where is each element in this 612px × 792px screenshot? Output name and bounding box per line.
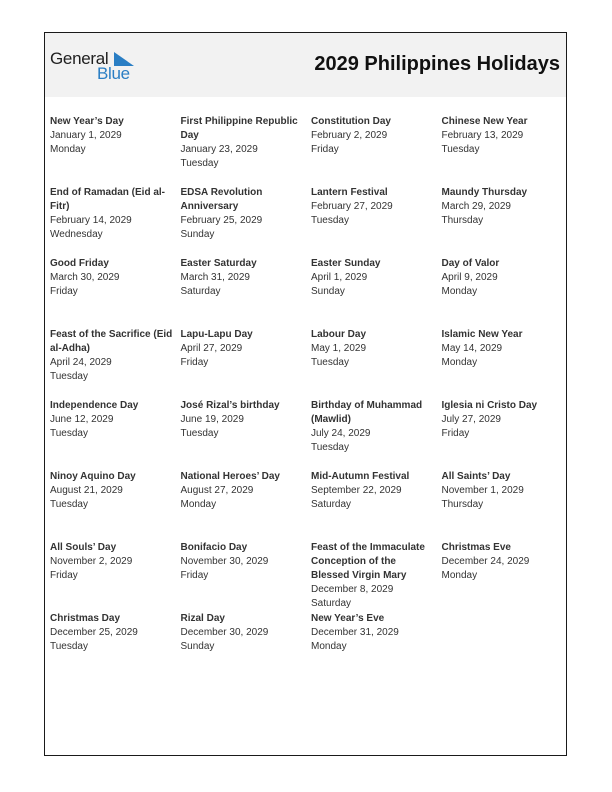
holiday-day: Tuesday	[50, 641, 88, 652]
holiday-day: Friday	[50, 570, 78, 581]
holiday-date: January 23, 2029	[180, 144, 258, 155]
holiday-date: March 31, 2029	[180, 272, 250, 283]
holiday-entry	[50, 257, 181, 328]
holiday-date: May 1, 2029	[311, 343, 367, 354]
holiday-day: Wednesday	[50, 229, 103, 240]
holiday-day: Thursday	[441, 499, 484, 510]
holiday-day: Tuesday	[50, 428, 88, 439]
holiday-name: All Saints’ Day	[441, 471, 511, 482]
holiday-entry	[181, 541, 312, 612]
holiday-entry	[50, 115, 181, 186]
holiday-day: Saturday	[180, 286, 221, 297]
holiday-entry	[181, 257, 312, 328]
holiday-day: Friday	[180, 570, 209, 581]
holiday-date: November 2, 2029	[50, 556, 133, 567]
holiday-date: February 14, 2029	[50, 215, 132, 226]
holiday-name: Feast of the Sacrifice (Eid al-Adha)	[50, 329, 173, 354]
holiday-entry	[442, 470, 567, 541]
holiday-entry	[311, 186, 442, 257]
holiday-name: Lapu-Lapu Day	[180, 329, 253, 340]
holiday-date: April 24, 2029	[50, 357, 112, 368]
holiday-day: Saturday	[311, 598, 352, 609]
holiday-day: Saturday	[311, 499, 352, 510]
holiday-name: Easter Sunday	[311, 258, 381, 269]
holiday-date: July 27, 2029	[441, 414, 501, 425]
holiday-day: Tuesday	[180, 158, 219, 169]
holiday-date: December 31, 2029	[311, 627, 399, 638]
holiday-date: May 14, 2029	[441, 343, 503, 354]
holiday-day: Sunday	[180, 641, 215, 652]
holiday-date: April 27, 2029	[180, 343, 243, 354]
generalblue-logo	[50, 49, 140, 85]
holiday-day: Thursday	[441, 215, 484, 226]
holiday-entry	[442, 328, 567, 399]
holiday-name: Christmas Day	[50, 613, 121, 624]
holiday-day: Monday	[441, 357, 478, 368]
holiday-name: Labour Day	[311, 329, 367, 340]
holiday-day: Monday	[180, 499, 217, 510]
holiday-day: Sunday	[311, 286, 345, 297]
holiday-name: Feast of the Immaculate Conception of the Blessed Virgin Mary	[311, 542, 425, 581]
holiday-entry	[311, 399, 442, 470]
page-frame	[44, 32, 567, 756]
holiday-day: Tuesday	[311, 357, 349, 368]
holiday-date: June 12, 2029	[50, 414, 114, 425]
holiday-name: Birthday of Muhammad (Mawlid)	[311, 400, 423, 425]
holiday-name: Chinese New Year	[441, 116, 528, 127]
holiday-entry	[442, 541, 567, 612]
holiday-name: Good Friday	[50, 258, 109, 269]
holiday-entry	[442, 257, 567, 328]
holiday-entry	[442, 115, 567, 186]
holiday-name: Bonifacio Day	[180, 542, 248, 553]
holiday-name: Maundy Thursday	[441, 187, 528, 198]
holiday-name: Constitution Day	[311, 116, 391, 127]
holiday-date: December 25, 2029	[50, 627, 138, 638]
holiday-date: August 21, 2029	[50, 485, 123, 496]
holiday-day: Friday	[441, 428, 470, 439]
holiday-date: February 2, 2029	[311, 130, 388, 141]
holiday-date: September 22, 2029	[311, 485, 402, 496]
header	[45, 33, 566, 97]
holiday-entry	[50, 470, 181, 541]
holiday-date: December 30, 2029	[180, 627, 269, 638]
holiday-name: EDSA Revolution Anniversary	[180, 187, 263, 212]
holiday-entry	[311, 328, 442, 399]
holiday-day: Friday	[180, 357, 209, 368]
holiday-name: Christmas Eve	[441, 542, 511, 553]
holiday-entry	[181, 115, 312, 186]
document-title: 2029 Philippines Holidays	[314, 53, 560, 75]
holiday-name: Lantern Festival	[311, 187, 388, 198]
holiday-name: Iglesia ni Cristo Day	[441, 400, 538, 411]
holiday-entry	[181, 186, 312, 257]
logo-text-general: General	[50, 49, 109, 68]
holiday-date: December 24, 2029	[441, 556, 530, 567]
holiday-date: November 30, 2029	[180, 556, 269, 567]
holiday-name: All Souls’ Day	[50, 542, 117, 553]
holiday-name: First Philippine Republic Day	[180, 116, 298, 141]
holiday-day: Tuesday	[311, 215, 349, 226]
holiday-entry	[50, 399, 181, 470]
holiday-name: José Rizal’s birthday	[180, 400, 280, 411]
holiday-entry	[50, 612, 181, 683]
holiday-day: Sunday	[180, 229, 215, 240]
holiday-entry	[181, 328, 312, 399]
holiday-entry	[181, 612, 312, 683]
holiday-day: Monday	[50, 144, 86, 155]
holiday-name: Easter Saturday	[180, 258, 257, 269]
holiday-day: Monday	[311, 641, 347, 652]
holiday-name: Rizal Day	[180, 613, 225, 624]
holiday-name: End of Ramadan (Eid al-Fitr)	[50, 187, 166, 212]
holiday-date: July 24, 2029	[311, 428, 371, 439]
holiday-entry	[442, 399, 567, 470]
holiday-day: Tuesday	[180, 428, 219, 439]
holiday-entry	[311, 257, 442, 328]
holiday-name: New Year’s Eve	[311, 613, 385, 624]
holiday-day: Tuesday	[441, 144, 480, 155]
holiday-day: Tuesday	[50, 499, 88, 510]
holiday-date: August 27, 2029	[180, 485, 254, 496]
holiday-entry	[311, 612, 442, 683]
holiday-date: March 30, 2029	[50, 272, 120, 283]
holiday-date: February 27, 2029	[311, 201, 393, 212]
holiday-date: November 1, 2029	[441, 485, 524, 496]
holiday-entry	[311, 541, 442, 612]
logo-text-blue: Blue	[97, 64, 130, 83]
holiday-date: March 29, 2029	[441, 201, 511, 212]
holiday-date: April 1, 2029	[311, 272, 368, 283]
holiday-entry	[181, 470, 312, 541]
holiday-date: February 13, 2029	[441, 130, 524, 141]
holiday-entry	[50, 541, 181, 612]
holiday-day: Monday	[441, 286, 478, 297]
holiday-date: December 8, 2029	[311, 584, 394, 595]
holiday-entry	[311, 115, 442, 186]
holiday-entry	[50, 328, 181, 399]
holiday-name: Mid-Autumn Festival	[311, 471, 410, 482]
holiday-date: June 19, 2029	[180, 414, 244, 425]
holiday-entry	[50, 186, 181, 257]
holiday-day: Tuesday	[311, 442, 349, 453]
holiday-name: Ninoy Aquino Day	[50, 471, 136, 482]
holiday-entry	[442, 186, 567, 257]
holiday-name: New Year’s Day	[50, 116, 124, 127]
holiday-name: Islamic New Year	[441, 329, 523, 340]
holiday-entry	[181, 399, 312, 470]
holiday-name: Day of Valor	[441, 258, 500, 269]
holiday-day: Friday	[311, 144, 339, 155]
holiday-date: April 9, 2029	[441, 272, 498, 283]
holiday-grid	[50, 115, 566, 683]
holiday-day: Monday	[441, 570, 478, 581]
holiday-day: Tuesday	[50, 371, 88, 382]
holiday-date: February 25, 2029	[180, 215, 263, 226]
holiday-day: Friday	[50, 286, 78, 297]
holiday-name: National Heroes’ Day	[180, 471, 280, 482]
holiday-entry	[311, 470, 442, 541]
holiday-name: Independence Day	[50, 400, 139, 411]
holiday-date: January 1, 2029	[50, 130, 122, 141]
